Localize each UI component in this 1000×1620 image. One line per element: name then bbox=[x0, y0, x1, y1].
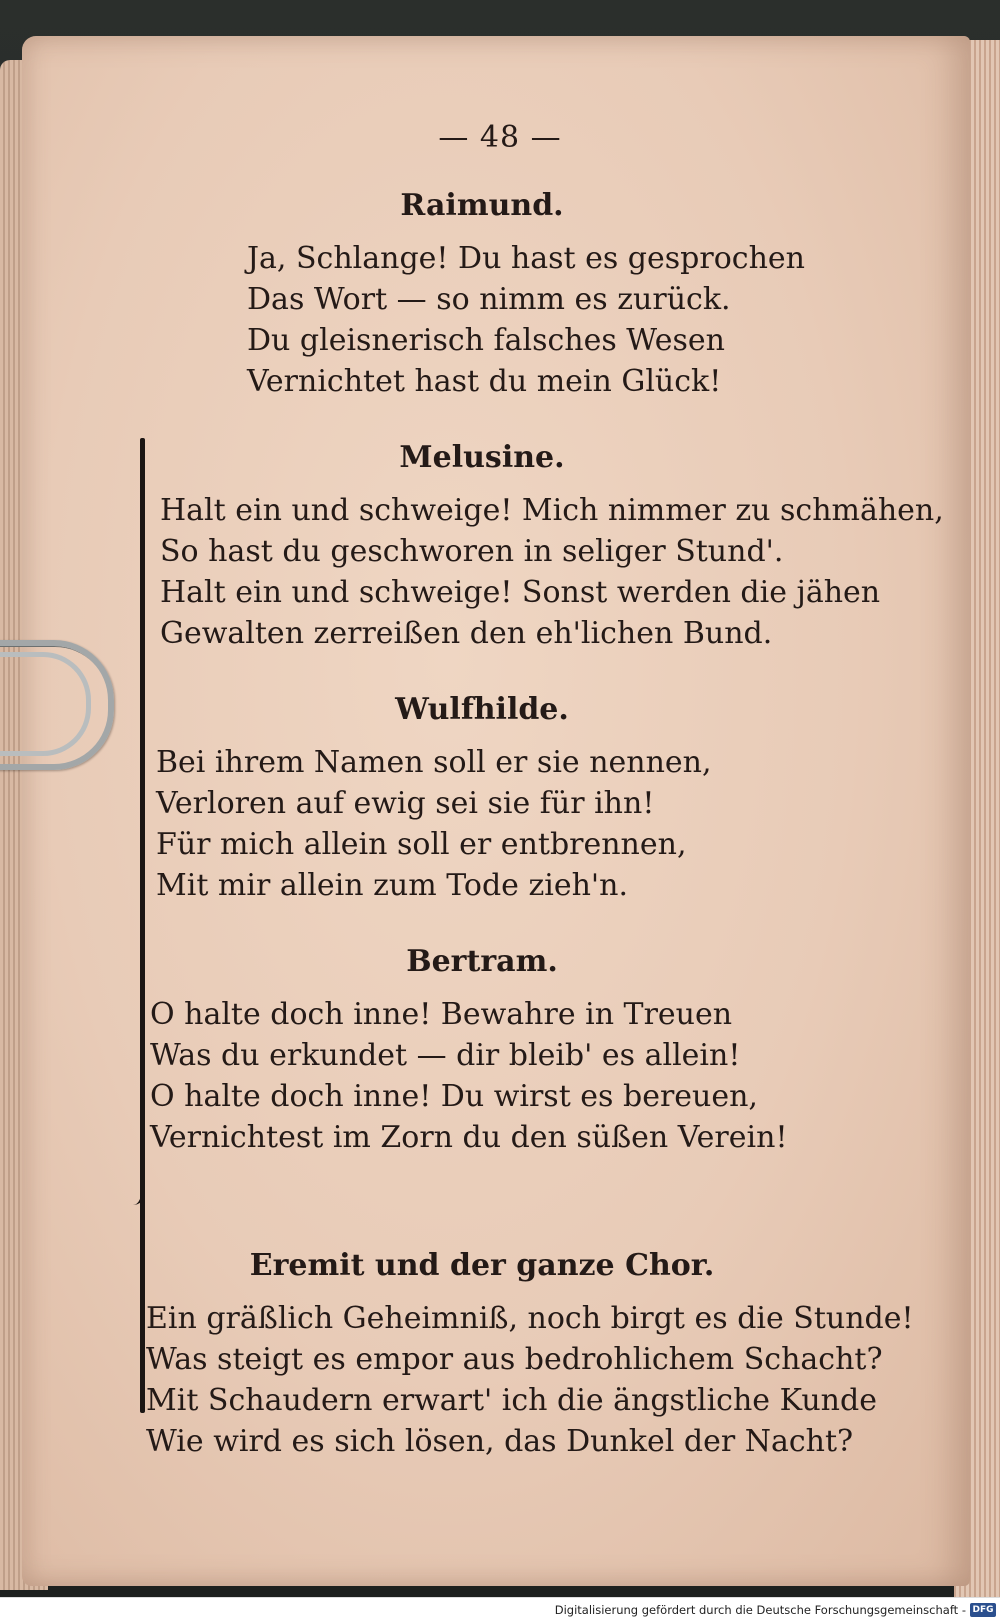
verse-line: Halt ein und schweige! Mich nimmer zu schmähen, bbox=[160, 493, 944, 528]
verse-block bbox=[160, 490, 944, 654]
verse-line: O halte doch inne! Du wirst es bereuen, bbox=[150, 1079, 758, 1114]
verse-line: O halte doch inne! Bewahre in Treuen bbox=[150, 997, 733, 1032]
speaker-heading: Melusine. bbox=[399, 440, 565, 475]
verse-block bbox=[247, 238, 805, 402]
margin-marker-notch bbox=[131, 1165, 145, 1205]
verse-line: Mit mir allein zum Tode zieh'n. bbox=[156, 868, 629, 903]
page-number: — 48 — bbox=[438, 120, 562, 155]
speaker-heading: Bertram. bbox=[406, 944, 558, 979]
speaker-heading: Eremit und der ganze Chor. bbox=[249, 1248, 715, 1283]
verse-line: So hast du geschworen in seliger Stund'. bbox=[160, 534, 784, 569]
verse-block bbox=[150, 994, 788, 1158]
verse-line: Halt ein und schweige! Sonst werden die jähen bbox=[160, 575, 881, 610]
verse-line: Für mich allein soll er entbrennen, bbox=[156, 827, 687, 862]
footer-credit: Digitalisierung gefördert durch die Deutsche Forschungsgemeinschaft - bbox=[554, 1603, 966, 1617]
verse-line: Ein gräßlich Geheimniß, noch birgt es die Stunde! bbox=[146, 1301, 914, 1336]
verse-line: Das Wort — so nimm es zurück. bbox=[247, 282, 731, 317]
verse-line: Wie wird es sich lösen, das Dunkel der Nacht? bbox=[146, 1424, 854, 1459]
verse-line: Mit Schaudern erwart' ich die ängstliche Kunde bbox=[146, 1383, 877, 1418]
footer-bar bbox=[0, 1597, 1000, 1620]
verse-line: Du gleisnerisch falsches Wesen bbox=[247, 323, 725, 358]
dfg-logo: DFG bbox=[970, 1603, 996, 1617]
verse-line: Verloren auf ewig sei sie für ihn! bbox=[156, 786, 655, 821]
verse-line: Gewalten zerreißen den eh'lichen Bund. bbox=[160, 616, 773, 651]
verse-line: Ja, Schlange! Du hast es gesprochen bbox=[247, 241, 805, 276]
verse-line: Vernichtet hast du mein Glück! bbox=[247, 364, 722, 399]
verse-line: Was steigt es empor aus bedrohlichem Schacht? bbox=[146, 1342, 883, 1377]
verse-block bbox=[146, 1298, 914, 1462]
verse-line: Vernichtest im Zorn du den süßen Verein! bbox=[150, 1120, 788, 1155]
verse-line: Was du erkundet — dir bleib' es allein! bbox=[150, 1038, 741, 1073]
verse-line: Bei ihrem Namen soll er sie nennen, bbox=[156, 745, 712, 780]
speaker-heading: Raimund. bbox=[400, 188, 564, 223]
verse-block bbox=[156, 742, 712, 906]
speaker-heading: Wulfhilde. bbox=[395, 692, 569, 727]
